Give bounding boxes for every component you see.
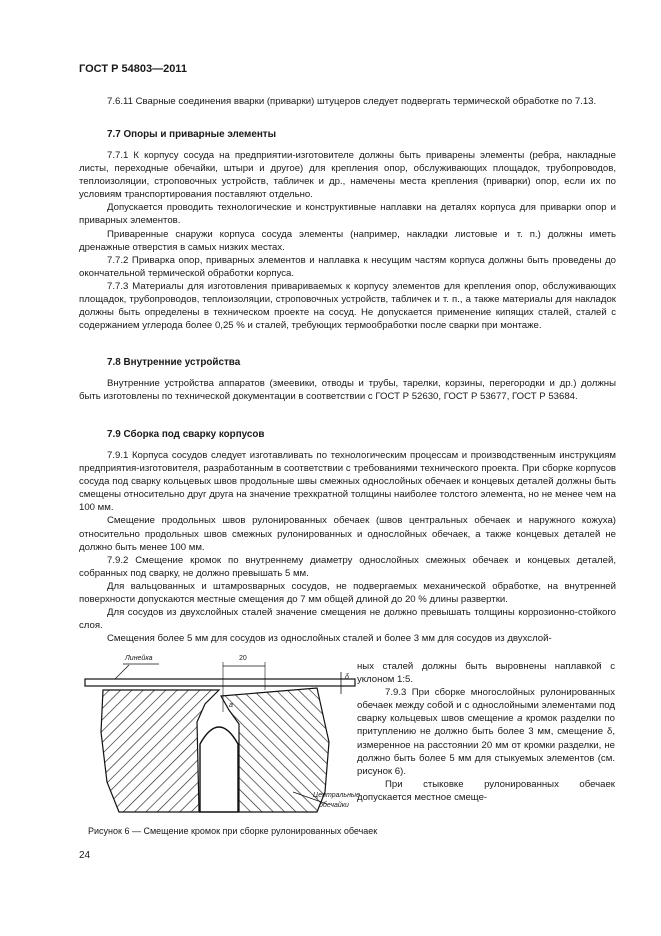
section-7-7-title: 7.7 Опоры и приварные элементы bbox=[107, 129, 277, 140]
paragraph-7-9-2b: Для вальцованных и штамposварных сосудов, не подвергаемых механической обработке, на внутренней поверхности допускаются местные смещения до 7 мм общей длиной до 20 % длины развертки. bbox=[79, 580, 616, 606]
section-7-7-body bbox=[79, 149, 616, 332]
figure-6-caption: Рисунок 6 — Смещение кромок при сборке рулонированных обечаек bbox=[88, 826, 378, 836]
label-delta: δ bbox=[345, 674, 349, 681]
paragraph-7-9-3: 7.9.3 При сборке многослойных рулонированных обечаек между собой и с однослойными элементами под сварку кольцевых швов смещение а кромок разделки по притуплению не должно быть более 3 мм, смещение δ, измеренное на расстоянии 20 мм от кромки разделки, не должно быть более 5 мм для стыкуемых элементов (см. рисунок 6). bbox=[357, 687, 615, 777]
paragraph-7-9-2c: Для сосудов из двухслойных сталей значение смещения не должно превышать толщины коррозионно-стойкого слоя. bbox=[79, 607, 616, 632]
paragraph-7-7-1b: Допускается проводить технологические и конструктивные наплавки на деталях корпуса для приварки опор и приварных элементов. bbox=[79, 202, 616, 227]
paragraph-7-7-3: 7.7.3 Материалы для изготовления привариваемых к корпусу элементов для крепления опор, обслуживающих площадок, трубопроводов, теплоизоляции, строповочных устройств, табличек и т. п., а также материалы для накладок должны быть определены в техническом проекте на сосуд. Не допускается применение кипящих сталей, сталей с содержанием углерода более 0,25 % и сталей, требующих термообработки после сварки при монтаже. bbox=[79, 280, 616, 332]
paragraph-7-9-2: 7.9.2 Смещение кромок по внутреннему диаметру однослойных смежных обечаек и концевых деталей, собранных под сварку, не должно превышать 5 мм. bbox=[79, 554, 616, 579]
paragraph-7-8: Внутренние устройства аппаратов (змеевики, отводы и трубы, тарелки, корзины, перегородки и др.) должны быть изготовлены по технической документации в соответствии с ГОСТ Р 52630, ГОСТ Р 53677, ГОСТ Р 53684. bbox=[79, 378, 616, 403]
label-central-2: обечайки bbox=[319, 802, 349, 809]
section-7-8-title: 7.8 Внутренние устройства bbox=[107, 357, 241, 368]
paragraph-7-9-1b: Смещение продольных швов рулонированных обечаек (швов центральных обечаек и наружного кожуха) относительно продольных швов смежных рулонированных и однослойных обечаек, а также концевых деталей не должно быть менее 100 мм. bbox=[79, 515, 616, 553]
paragraph-7-9-2d-cont: ных сталей должны быть выровнены наплавкой с уклоном 1:5. bbox=[357, 661, 615, 686]
label-a: а bbox=[229, 702, 233, 709]
label-dim-20: 20 bbox=[239, 655, 247, 662]
section-7-9-title: 7.9 Сборка под сварку корпусов bbox=[107, 429, 265, 440]
ruler-bar bbox=[85, 679, 355, 686]
paragraph-7-7-1c: Приваренные снаружи корпуса сосуда элементы (например, накладки листовые и т. п.) должны иметь дренажные отверстия в самых низких местах. bbox=[79, 228, 616, 253]
paragraph-7-7-2: 7.7.2 Приварка опор, приварных элементов и наплавка к несущим частям корпуса должны быть проведены до окончательной термической обработки корпуса. bbox=[79, 254, 616, 279]
weld-groove bbox=[200, 727, 238, 812]
paragraph-7-9-2d: Смещения более 5 мм для сосудов из однослойных сталей и более 3 мм для сосудов из двухслой- bbox=[107, 633, 552, 645]
paragraph-7-6-11: 7.6.11 Сварные соединения вварки (приварки) штуцеров следует подвергать термической обработке по 7.13. bbox=[107, 96, 597, 107]
section-7-9-body bbox=[79, 449, 616, 645]
label-central-1: Центральные bbox=[313, 792, 360, 799]
section-7-8-body bbox=[79, 377, 616, 403]
paragraph-7-7-1: 7.7.1 К корпусу сосуда на предприятии-изготовителе должны быть приварены элементы (ребра, накладные листы, переходные обечайки, штыри и другое) для крепления опор, обслуживающих площадок, трубопроводов, теплоизоляции, строповочных устройств, табличек и др., намечены места крепления (приварки) опор, если их по условиям транспортирования поставляют отдельно. bbox=[79, 150, 616, 201]
label-lineika: Линейка bbox=[125, 655, 153, 662]
paragraph-7-9-3b: При стыковке рулонированных обечаек допускается местное смеще- bbox=[357, 778, 615, 803]
right-column-text bbox=[357, 660, 615, 804]
page-number: 24 bbox=[79, 850, 91, 861]
document-header: ГОСТ Р 54803—2011 bbox=[79, 63, 187, 75]
paragraph-7-9-1: 7.9.1 Корпуса сосудов следует изготавливать по технологическим процессам и производственным инструкциям предприятия-изготовителя, разработанным в соответствии с требованиями технического проекта. При сборке корпусов сосуда под сварку кольцевых швов продольные швы смежных однослойных обечаек и концевых деталей должны быть смещены относительно друг друга на значение трехкратной толщины наиболее толстого элемента, но не менее чем на 100 мм. bbox=[79, 450, 616, 514]
figure-6 bbox=[79, 652, 359, 827]
